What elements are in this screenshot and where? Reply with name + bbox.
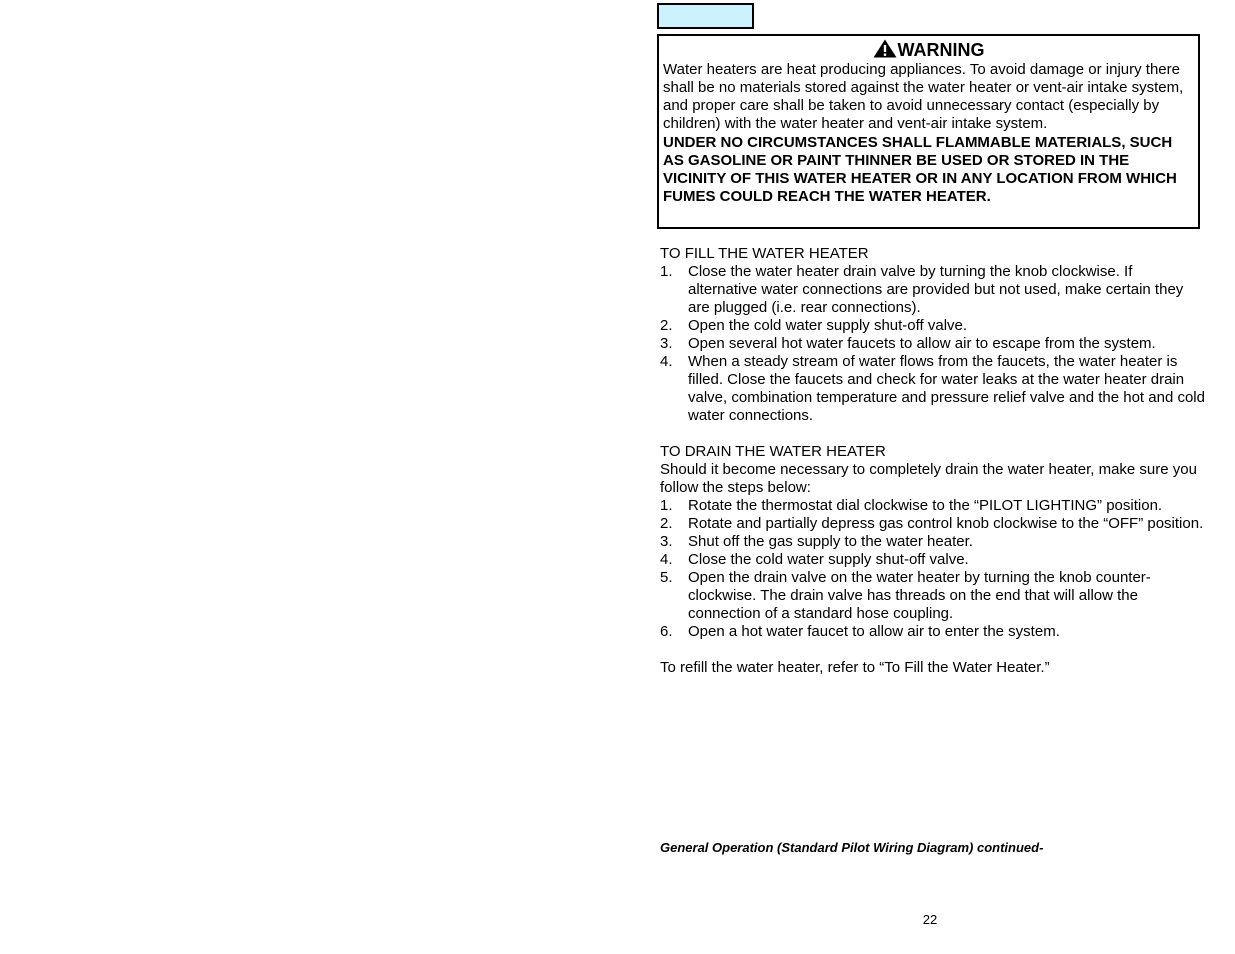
step-number: 3.: [660, 533, 673, 550]
warning-body: Water heaters are heat producing appliances. To avoid damage or injury there shall be no materials stored against the water heater or vent-air intake system, and proper care shall be taken to avoid unnecessary contact (especially by children) with the water heater and vent-air intake system.: [663, 61, 1184, 132]
spacer: [660, 641, 1205, 659]
step-number: 2.: [660, 515, 673, 532]
warning-title: WARNING: [897, 40, 985, 60]
step-text: Close the cold water supply shut-off valve.: [688, 551, 969, 568]
step-number: 5.: [660, 569, 673, 586]
step-number: 1.: [660, 263, 673, 280]
step-number: 4.: [660, 551, 673, 568]
drain-steps-list: [660, 497, 1205, 641]
step-number: 3.: [660, 335, 673, 352]
step-text: Open a hot water faucet to allow air to enter the system.: [688, 623, 1060, 640]
list-item: [660, 515, 1205, 533]
fill-steps-list: [660, 263, 1205, 425]
list-item: [660, 551, 1205, 569]
step-number: 1.: [660, 497, 673, 514]
fill-section-heading: TO FILL THE WATER HEATER: [660, 245, 869, 262]
step-text: When a steady stream of water flows from the faucets, the water heater is filled. Close the faucets and check for water leaks at the water heater drain valve, combination temperature and pressure relief valve and the hot and cold water connections.: [688, 353, 1205, 424]
section-tab-box: [657, 3, 754, 29]
list-item: [660, 569, 1205, 623]
step-number: 2.: [660, 317, 673, 334]
step-text: Shut off the gas supply to the water heater.: [688, 533, 973, 550]
list-item: [660, 533, 1205, 551]
step-text: Open the drain valve on the water heater by turning the knob counter-clockwise. The drain valve has threads on the end that will allow the connection of a standard hose coupling.: [688, 569, 1151, 622]
footer-caption: General Operation (Standard Pilot Wiring Diagram) continued-: [660, 840, 1044, 855]
warning-box: [657, 34, 1200, 229]
page-number: 22: [922, 912, 938, 927]
step-text: Open several hot water faucets to allow air to escape from the system.: [688, 335, 1156, 352]
list-item: [660, 623, 1205, 641]
drain-section-heading: TO DRAIN THE WATER HEATER: [660, 443, 886, 460]
list-item: [660, 353, 1205, 425]
list-item: [660, 335, 1205, 353]
list-item: [660, 263, 1205, 317]
main-content: [660, 245, 1205, 677]
spacer: [660, 425, 1205, 443]
step-number: 6.: [660, 623, 673, 640]
warning-heading: [663, 39, 1194, 61]
step-text: Open the cold water supply shut-off valve.: [688, 317, 968, 334]
warning-triangle-icon: [873, 39, 897, 58]
step-number: 4.: [660, 353, 673, 370]
step-text: Rotate and partially depress gas control knob clockwise to the “OFF” position.: [688, 515, 1204, 532]
step-text: Close the water heater drain valve by turning the knob clockwise. If alternative water connections are provided but not used, make certain they are plugged (i.e. rear connections).: [688, 263, 1184, 316]
list-item: [660, 317, 1205, 335]
list-item: [660, 497, 1205, 515]
warning-bold-notice: UNDER NO CIRCUMSTANCES SHALL FLAMMABLE MATERIALS, SUCH AS GASOLINE OR PAINT THINNER BE USED OR STORED IN THE VICINITY OF THIS WATER HEATER OR IN ANY LOCATION FROM WHICH FUMES COULD REACH THE WATER HEATER.: [663, 134, 1177, 205]
refill-note: To refill the water heater, refer to “To Fill the Water Heater.”: [660, 659, 1050, 676]
drain-intro: Should it become necessary to completely drain the water heater, make sure you follow the steps below:: [660, 461, 1197, 496]
step-text: Rotate the thermostat dial clockwise to the “PILOT LIGHTING” position.: [688, 497, 1163, 514]
